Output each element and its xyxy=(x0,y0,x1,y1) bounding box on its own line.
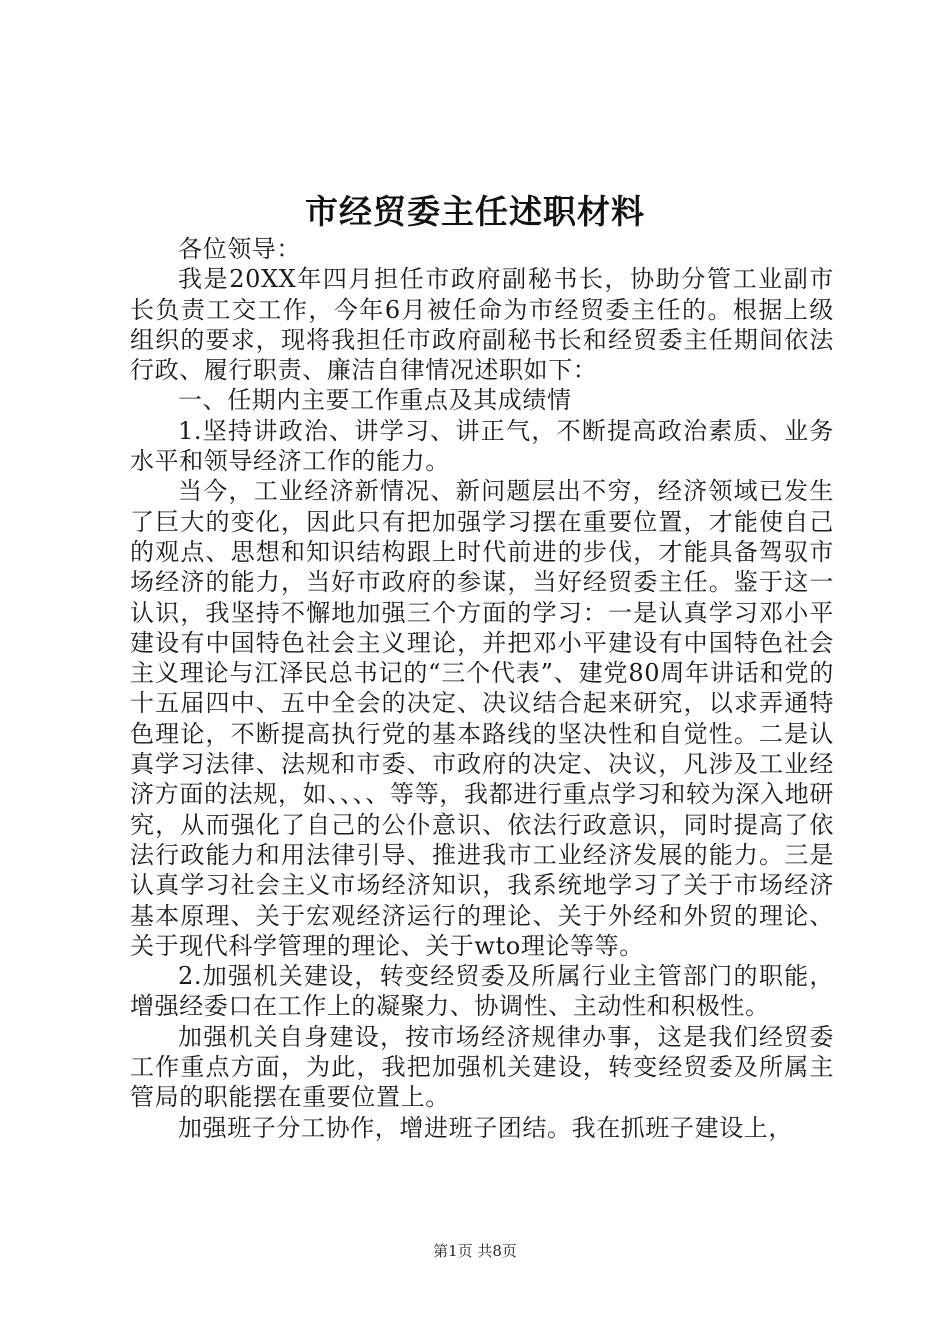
document-title: 市经贸委主任述职材料 xyxy=(305,192,645,231)
subheading-1: 1.坚持讲政治、讲学习、讲正气，不断提高政治素质、业务水平和领导经济工作的能力。 xyxy=(130,416,834,476)
paragraph-intro: 我是20XX年四月担任市政府副秘书长，协助分管工业副市长负责工交工作，今年6月被任命为市经贸委主任的。根据上级组织的要求，现将我担任市政府副秘书长和经贸委主任期间依法行政、履行职责、廉洁自律情况述职如下： xyxy=(130,265,834,385)
paragraph-organ-building: 加强机关自身建设，按市场经济规律办事，这是我们经贸委工作重点方面，为此，我把加强机关建设，转变经贸委及所属主管局的职能摆在重要位置上。 xyxy=(130,1022,834,1112)
salutation: 各位领导： xyxy=(178,235,301,263)
paragraph-study: 当今，工业经济新情况、新问题层出不穷，经济领域已发生了巨大的变化，因此只有把加强学习摆在重要位置，才能使自己的观点、思想和知识结构跟上时代前进的步伐，才能具备驾驭市场经济的能力，当好市政府的参谋，当好经贸委主任。鉴于这一认识，我坚持不懈地加强三个方面的学习：一是认真学习邓小平建设有中国特色社会主义理论，并把邓小平建设有中国特色社会主义理论与江泽民总书记的“三个代表”、建党80周年讲话和党的十五届四中、五中全会的决定、决议结合起来研究，以求弄通特色理论，不断提高执行党的基本路线的坚决性和自觉性。二是认真学习法律、法规和市委、市政府的决定、决议，凡涉及工业经济方面的法规，如、、、、等等，我都进行重点学习和较为深入地研究，从而强化了自己的公仆意识、依法行政意识，同时提高了依法行政能力和用法律引导、推进我市工业经济发展的能力。三是认真学习社会主义市场经济知识，我系统地学习了关于市场经济基本原理、关于宏观经济运行的理论、关于外经和外贸的理论、关于现代科学管理的理论、关于wto理论等等。 xyxy=(130,477,834,960)
document-body xyxy=(130,234,834,1143)
paragraph-team: 加强班子分工协作，增进班子团结。我在抓班子建设上， xyxy=(178,1113,793,1142)
page-footer: 第1页 共8页 xyxy=(433,1242,517,1260)
subheading-2: 2.加强机关建设，转变经贸委及所属行业主管部门的职能，增强经委口在工作上的凝聚力、协调性、主动性和积极性。 xyxy=(130,962,834,1021)
section-heading-1: 一、任期内主要工作重点及其成绩情 xyxy=(178,386,572,415)
